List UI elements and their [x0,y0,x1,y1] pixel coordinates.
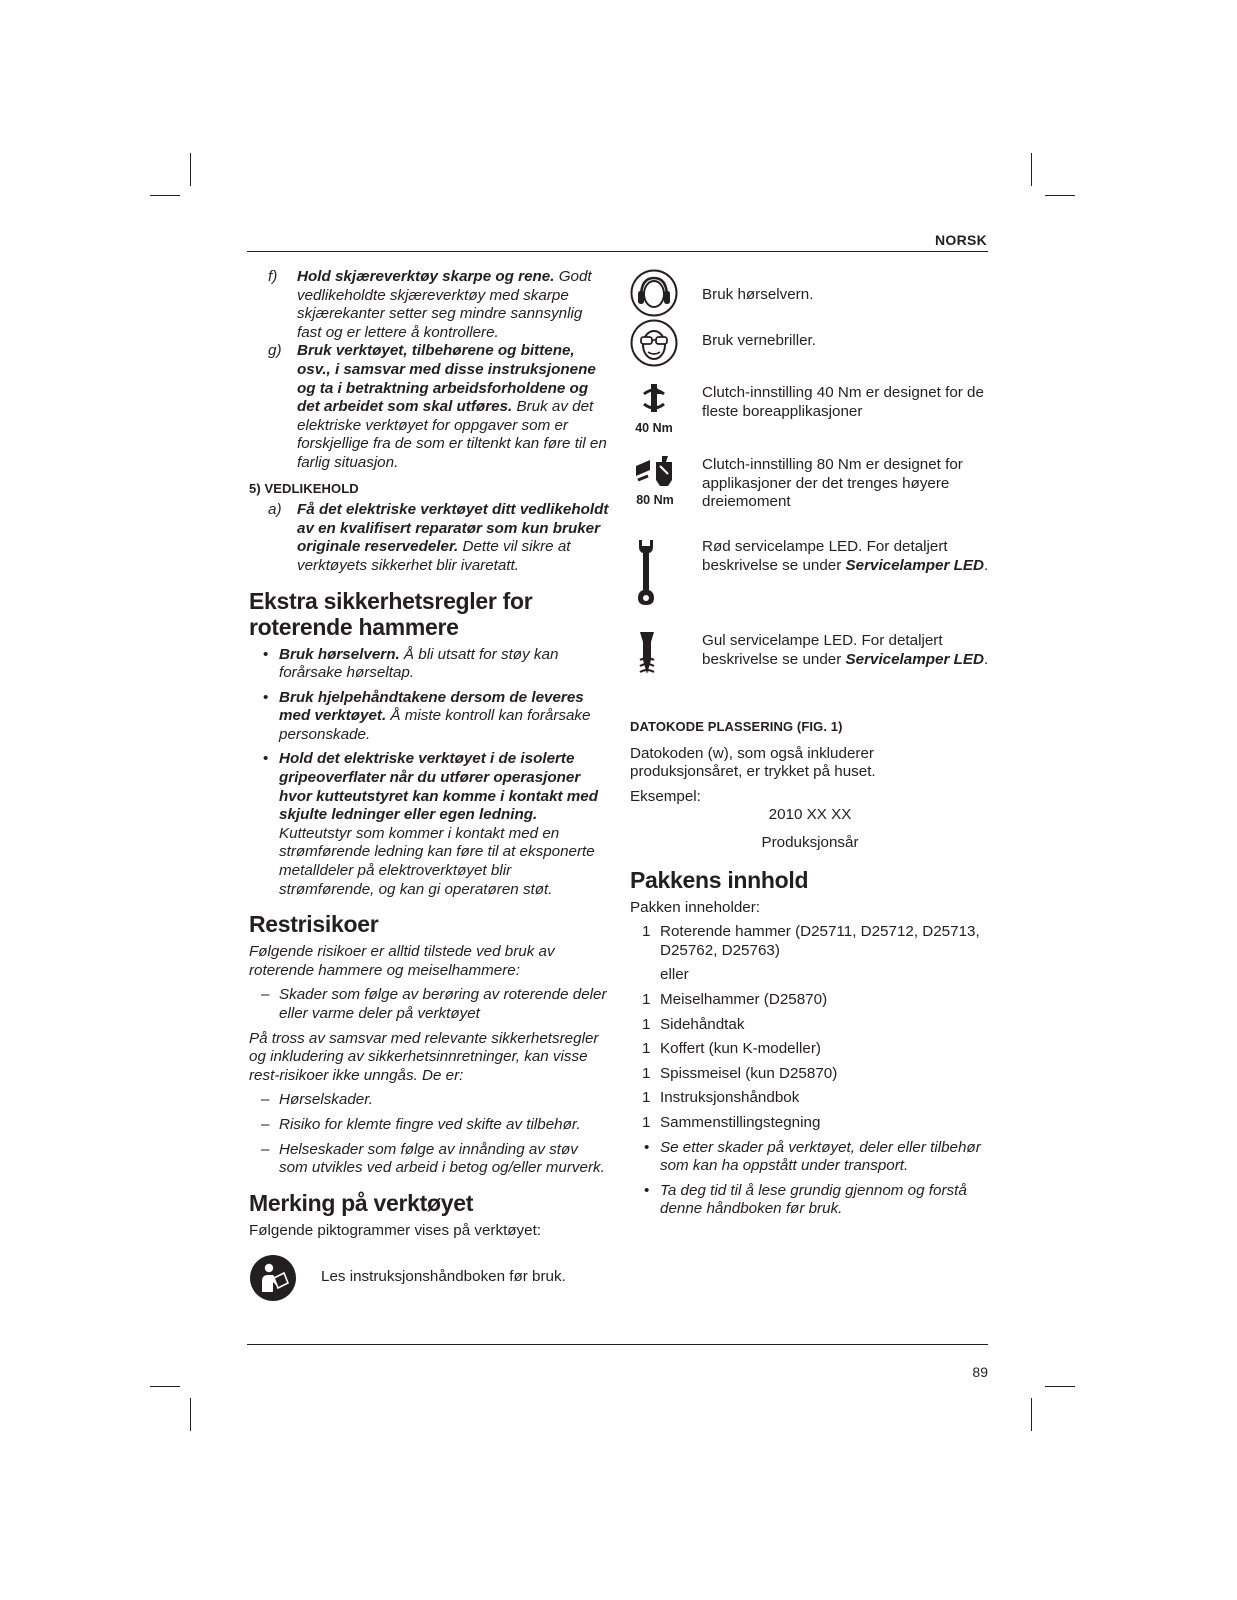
wrench-icon [634,538,658,612]
dash-text: Skader som følge av berøring av roterende deler eller varme deler på verktøyet [279,986,607,1022]
list-marker: a) [268,501,282,519]
restrisikoer-para: På tross av samsvar med relevante sikkerhetsregler og inkludering av sikkerhetsinnretninger, kan visse rest-risikoer ikke unngås. De er: [249,1029,599,1084]
bullet-text: Å bli utsatt for støy kan forårsake hørseltap. [279,645,559,682]
picto-text: Clutch-innstilling 80 Nm er designet for applikasjoner der det trenges høyere dreiemoment [702,456,963,511]
heading-merking: Merking på verktøyet [249,1189,474,1216]
list-item [630,1040,990,1059]
example-label: Eksempel: [630,787,701,805]
note-text: Ta deg tid til å lese grundig gjennom og forstå denne håndboken før bruk. [660,1181,967,1218]
picto-text: Clutch-innstilling 40 Nm er designet for de fleste boreapplikasjoner [702,384,984,420]
crop-mark [1031,1398,1032,1431]
crop-mark [1045,1386,1075,1387]
crop-mark [150,195,180,196]
section-title-maintenance: 5) VEDLIKEHOLD [249,480,359,496]
picto-text-link: Servicelamper LED [845,650,984,668]
bullet-bold: Bruk hjelpehåndtakene dersom de leveres med verktøyet. [279,688,584,725]
list-marker: g) [268,342,282,360]
bullet-bold: Hold det elektriske verktøyet i de isolerte gripeoverflater når du utfører operasjoner hvor kutteutstyret kan komme i kontakt med skjulte ledninger eller egen ledning. [279,750,599,824]
example-value: 2010 XX XX [768,806,852,824]
dash-item [249,1116,609,1135]
item-text: Koffert (kun K-modeller) [660,1040,821,1058]
dash-item [249,986,609,1023]
picto-text-plain: Gul servicelampe LED. For detaljert beskrivelse se under [702,632,943,668]
picto-text-end: . [983,650,989,668]
item-text: Spissmeisel (kun D25870) [660,1064,838,1082]
drill-80nm-icon [630,454,680,507]
list-item [630,966,990,985]
restrisikoer-intro: Følgende risikoer er alltid tilstede ved bruk av roterende hammere og meiselhammere: [249,943,555,979]
item-bold: Bruk verktøyet, tilbehørene og bittene, osv., i samsvar med disse instruksjonene og ta i betraktning arbeidsforholdene og det arbeidet som skal utføres. [297,342,596,416]
language-header: NORSK [935,232,988,248]
bullet-marker: • [263,688,269,706]
picto-text [702,630,990,669]
item-text: Meiselhammer (D25870) [660,990,828,1008]
item-text: Roterende hammer (D25711, D25712, D25713, D25762, D25763) [660,923,980,959]
picto-text-end: . [983,556,989,574]
list-item [630,923,990,960]
picto-text: Bruk hørselvern. [702,286,814,303]
picto-row-ear [630,272,990,318]
dash-marker: – [261,1140,270,1158]
picto-text-plain: Rød servicelampe LED. For detaljert beskrivelse se under [702,538,948,574]
list-item [630,1065,990,1084]
heading-pakkens-innhold: Pakkens innhold [630,866,809,893]
eye-protection-icon [630,319,678,373]
picto-row-yellow-led [630,630,990,718]
picto-row-80nm [630,446,990,538]
example-caption: Produksjonsår [761,833,859,851]
bullet-marker: • [263,750,269,768]
dash-item [249,1141,609,1178]
crop-mark [1045,195,1075,196]
note-item [630,1182,990,1219]
page-number: 89 [972,1364,988,1380]
bullet-item [249,689,609,745]
item-text: eller [660,966,689,984]
heading-extra-safety: Ekstra sikkerhetsregler for roterende hammere [249,587,533,640]
manual-picto-row [249,1254,609,1304]
item-text: Bruk av det elektriske verktøyet for oppgaver som er forskjellige fra de som er tiltenkt kan føre til en farlig situasjon. [297,398,607,471]
manual-picto-text: Les instruksjonshåndboken før bruk. [321,1268,566,1286]
item-text: Dette vil sikre at verktøyets sikkerhet blir ivaretatt. [297,538,571,574]
footer-rule [247,1344,988,1345]
bullet-marker: • [644,1138,650,1156]
header-rule [247,251,988,252]
list-item [630,1114,990,1133]
item-qty: 1 [642,1089,651,1107]
dash-text: Hørselskader. [279,1091,373,1109]
crop-mark [150,1386,180,1387]
bullet-bold: Bruk hørselvern. [279,645,400,663]
picto-label: 40 Nm [635,420,673,435]
picto-label: 80 Nm [636,492,674,507]
heading-restrisikoer: Restrisikoer [249,911,379,938]
picto-row-red-led [630,538,990,630]
crop-mark [190,153,191,186]
read-manual-icon [249,1254,297,1308]
item-text: Sidehåndtak [660,1015,745,1033]
item-bold: Hold skjæreverktøy skarpe og rene. [297,268,555,285]
list-item-a [249,501,609,575]
bullet-marker: • [644,1181,650,1199]
list-item-f [249,268,609,342]
item-qty: 1 [642,1113,651,1131]
ear-protection-icon [630,269,678,323]
bullet-marker: • [263,645,269,663]
item-text: Godt vedlikeholdte skjæreverktøy med skarpe skjærekanter setter seg mindre sannsynlig fast og er lettere å kontrollere. [297,268,592,341]
bullet-item [249,646,609,683]
datokode-text: Datokoden (w), som også inkluderer produksjonsåret, er trykket på huset. [630,744,876,781]
drill-40nm-icon [630,382,678,435]
item-qty: 1 [642,923,651,941]
picto-text-link: Servicelamper LED [845,556,984,574]
dash-marker: – [261,986,270,1004]
item-bold: Få det elektriske verktøyet ditt vedlikeholdt av en kvalifisert reparatør som kun bruker originale reservedeler. [297,501,609,556]
bullet-item [249,750,609,899]
dash-marker: – [261,1091,270,1109]
note-item [630,1139,990,1176]
right-column [630,272,990,1225]
pakkens-intro: Pakken inneholder: [630,898,761,916]
picto-row-eye [630,318,990,374]
datokode-title: DATOKODE PLASSERING (FIG. 1) [630,719,843,734]
dash-item [249,1091,609,1110]
item-qty: 1 [642,1040,651,1058]
item-qty: 1 [642,990,651,1008]
dash-marker: – [261,1115,270,1133]
picto-row-40nm [630,374,990,446]
drill-bit-icon [636,630,658,682]
list-item [630,1089,990,1108]
item-qty: 1 [642,1064,651,1082]
note-text: Se etter skader på verktøyet, deler eller tilbehør som kan ha oppstått under transport. [660,1138,981,1175]
list-item-g [249,342,609,472]
list-item [630,991,990,1010]
list-item [630,1016,990,1035]
list-marker: f) [268,268,278,285]
dash-text: Risiko for klemte fingre ved skifte av tilbehør. [279,1115,581,1133]
picto-text: Bruk vernebriller. [702,332,816,349]
left-column [249,268,609,1304]
bullet-text: Å miste kontroll kan forårsake personskade. [279,707,591,743]
dash-text: Helseskader som følge av innånding av støv som utvikles ved arbeid i betog og/eller murverk. [279,1140,605,1177]
crop-mark [1031,153,1032,186]
item-qty: 1 [642,1015,651,1033]
item-text: Instruksjonshåndbok [660,1089,800,1107]
crop-mark [190,1398,191,1431]
merking-intro: Følgende piktogrammer vises på verktøyet: [249,1221,542,1239]
item-text: Sammenstillingstegning [660,1113,821,1131]
bullet-text: Kutteutstyr som kommer i kontakt med en strømførende ledning kan føre til at eksponerte metalldeler på elektroverktøyet blir strømførende, og kan gi operatøren støt. [279,824,595,898]
picto-text [702,538,990,575]
